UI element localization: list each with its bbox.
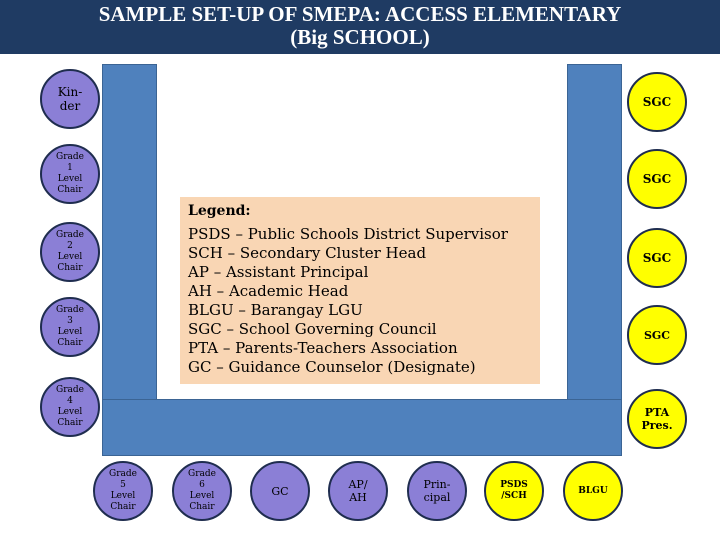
node-sgc-4: SGC [627, 305, 687, 365]
table-right-arm [567, 64, 622, 456]
node-grade-3-chair: Grade 3 Level Chair [40, 297, 100, 357]
legend-item: BLGU – Barangay LGU [188, 301, 363, 319]
node-grade-6-chair: Grade 6 Level Chair [172, 461, 232, 521]
table-bottom-arm [102, 399, 622, 456]
legend-item: PTA – Parents-Teachers Association [188, 339, 458, 357]
node-grade-5-chair: Grade 5 Level Chair [93, 461, 153, 521]
title-banner [0, 0, 720, 54]
node-sgc-2: SGC [627, 149, 687, 209]
legend-item: SCH – Secondary Cluster Head [188, 244, 427, 262]
node-principal: Prin- cipal [407, 461, 467, 521]
node-psds-sch: PSDS /SCH [484, 461, 544, 521]
node-sgc-1: SGC [627, 72, 687, 132]
node-kinder: Kin- der [40, 69, 100, 129]
legend-item: AP – Assistant Principal [188, 263, 369, 281]
node-grade-4-chair: Grade 4 Level Chair [40, 377, 100, 437]
node-ap-ah: AP/ AH [328, 461, 388, 521]
node-gc: GC [250, 461, 310, 521]
title-line-2: (Big SCHOOL) [290, 25, 430, 49]
table-left-arm [102, 64, 157, 456]
legend-item: PSDS – Public Schools District Supervisor [188, 225, 508, 243]
node-sgc-3: SGC [627, 228, 687, 288]
node-blgu: BLGU [563, 461, 623, 521]
legend-box [180, 197, 540, 384]
node-grade-2-chair: Grade 2 Level Chair [40, 222, 100, 282]
title-line-1: SAMPLE SET-UP OF SMEPA: ACCESS ELEMENTARY [98, 2, 622, 26]
node-grade-1-chair: Grade 1 Level Chair [40, 144, 100, 204]
legend-item: GC – Guidance Counselor (Designate) [188, 358, 476, 376]
legend-title: Legend: [188, 203, 251, 219]
legend-item: AH – Academic Head [188, 282, 349, 300]
legend-item: SGC – School Governing Council [188, 320, 437, 338]
node-pta-president: PTA Pres. [627, 389, 687, 449]
